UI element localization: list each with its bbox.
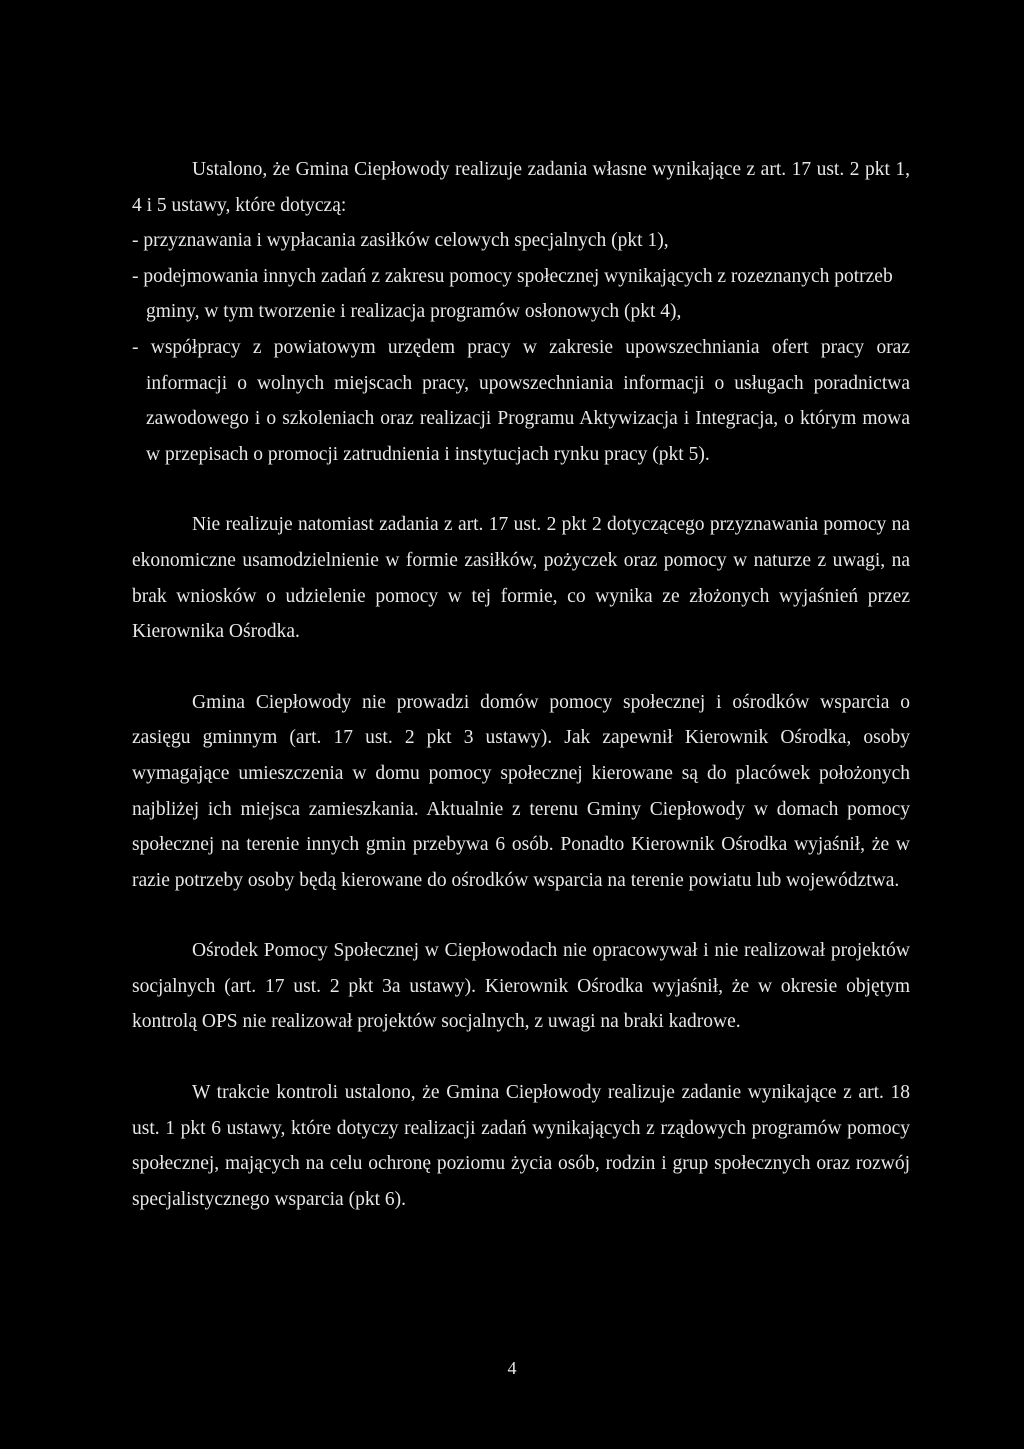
list-item-2: - podejmowania innych zadań z zakresu pomocy społecznej wynikających z rozeznanych potrzeb gminy, w tym tworzenie i realizacja programów osłonowych (pkt 4), (132, 265, 893, 323)
document-page (132, 152, 910, 1217)
paragraph-gap (132, 898, 910, 933)
list-item-3: - współpracy z powiatowym urzędem pracy w zakresie upowszechniania ofert pracy oraz informacji o wolnych miejscach pracy, upowszechniania informacji o usługach poradnictwa zawodowego i o szkoleniach oraz realizacji Programu Aktywizacja i Integracja, o którym mowa w przepisach o promocji zatrudnienia i instytucjach rynku pracy (pkt 5). (132, 336, 910, 465)
paragraph-4: Ośrodek Pomocy Społecznej w Ciepłowodach nie opracowywał i nie realizował projektów socjalnych (art. 17 ust. 2 pkt 3a ustawy). Kierownik Ośrodka wyjaśnił, że w okresie objętym kontrolą OPS nie realizował projektów socjalnych, z uwagi na braki kadrowe. (132, 940, 910, 1033)
paragraph-2: Nie realizuje natomiast zadania z art. 17 ust. 2 pkt 2 dotyczącego przyznawania pomocy na ekonomiczne usamodzielnienie w formie zasiłków, pożyczek oraz pomocy w naturze z uwagi, na brak wniosków o udzielenie pomocy w tej formie, co wynika ze złożonych wyjaśnień przez Kierownika Ośrodka. (132, 514, 910, 643)
paragraph-gap (132, 472, 910, 507)
paragraph-gap (132, 650, 910, 685)
paragraph-gap (132, 1040, 910, 1075)
intro-paragraph: Ustalono, że Gmina Ciepłowody realizuje zadania własne wynikające z art. 17 ust. 2 pkt 1, 4 i 5 ustawy, które dotyczą: (132, 159, 910, 216)
page-number: 4 (507, 1358, 517, 1378)
list-item-1: - przyznawania i wypłacania zasiłków celowych specjalnych (pkt 1), (132, 230, 669, 252)
paragraph-3: Gmina Ciepłowody nie prowadzi domów pomocy społecznej i ośrodków wsparcia o zasięgu gminnym (art. 17 ust. 2 pkt 3 ustawy). Jak zapewnił Kierownik Ośrodka, osoby wymagające umieszczenia w domu pomocy społecznej kierowane są do placówek położonych najbliżej ich miejsca zamieszkania. Aktualnie z terenu Gminy Ciepłowody w domach pomocy społecznej na terenie innych gmin przebywa 6 osób. Ponadto Kierownik Ośrodka wyjaśnił, że w razie potrzeby osoby będą kierowane do ośrodków wsparcia na terenie powiatu lub województwa. (132, 691, 910, 891)
paragraph-5: W trakcie kontroli ustalono, że Gmina Ciepłowody realizuje zadanie wynikające z art. 18 ust. 1 pkt 6 ustawy, które dotyczy realizacji zadań wynikających z rządowych programów pomocy społecznej, mających na celu ochronę poziomu życia osób, rodzin i grup społecznych oraz rozwój specjalistycznego wsparcia (pkt 6). (132, 1082, 910, 1210)
